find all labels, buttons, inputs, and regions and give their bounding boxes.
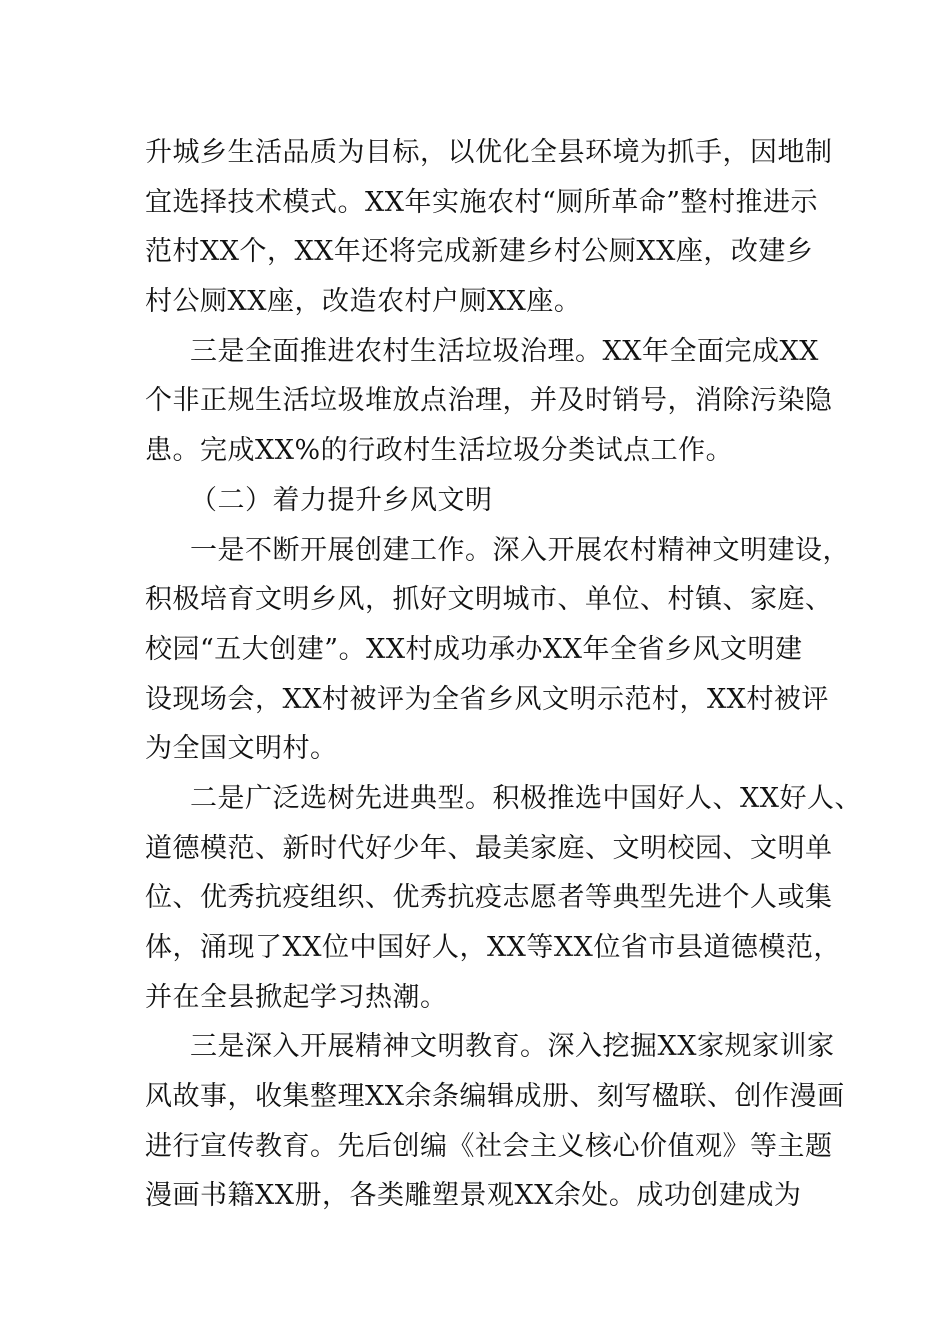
paragraph-start-line: 一是不断开展创建工作。深入开展农村精神文明建设， [190, 534, 850, 566]
text-line: 漫画书籍XX册，各类雕塑景观XX余处。成功创建成为 [145, 1180, 802, 1212]
text-line: 设现场会，XX村被评为全省乡风文明示范村，XX村被评 [145, 683, 829, 715]
text-line: 升城乡生活品质为目标，以优化全县环境为抓手，因地制 [145, 137, 833, 168]
paragraph-start-line: 三是全面推进农村生活垃圾治理。XX年全面完成XX [190, 335, 819, 367]
text-line: 个非正规生活垃圾堆放点治理，并及时销号，消除污染隐 [145, 385, 833, 417]
text-line: 患。完成XX%的行政村生活垃圾分类试点工作。 [145, 435, 734, 467]
text-line: 范村XX个，XX年还将完成新建乡村公厕XX座，改建乡 [145, 236, 814, 268]
text-line: 村公厕XX座，改造农村户厕XX座。 [145, 286, 582, 318]
text-line: 道德模范、新时代好少年、最美家庭、文明校园、文明单 [145, 832, 833, 864]
text-line: 为全国文明村。 [145, 733, 338, 765]
text-line: 宜选择技术模式。XX年实施农村“厕所革命”整村推进示 [145, 186, 819, 218]
paragraph-start-line: 二是广泛选树先进典型。积极推选中国好人、XX好人、 [190, 782, 862, 814]
text-line: 积极培育文明乡风，抓好文明城市、单位、村镇、家庭、 [145, 584, 833, 616]
section-heading: （二）着力提升乡风文明 [190, 484, 493, 516]
text-line: 位、优秀抗疫组织、优秀抗疫志愿者等典型先进个人或集 [145, 882, 833, 914]
text-line: 风故事，收集整理XX余条编辑成册、刻写楹联、创作漫画 [145, 1081, 845, 1113]
text-line: 进行宣传教育。先后创编《社会主义核心价值观》等主题 [145, 1130, 833, 1162]
text-line: 并在全县掀起学习热潮。 [145, 981, 448, 1013]
paragraph-start-line: 三是深入开展精神文明教育。深入挖掘XX家规家训家 [190, 1031, 835, 1063]
text-line: 校园“五大创建”。XX村成功承办XX年全省乡风文明建 [145, 633, 803, 665]
document-body [145, 128, 862, 1221]
text-line: 体，涌现了XX位中国好人，XX等XX位省市县道德模范， [145, 932, 841, 963]
